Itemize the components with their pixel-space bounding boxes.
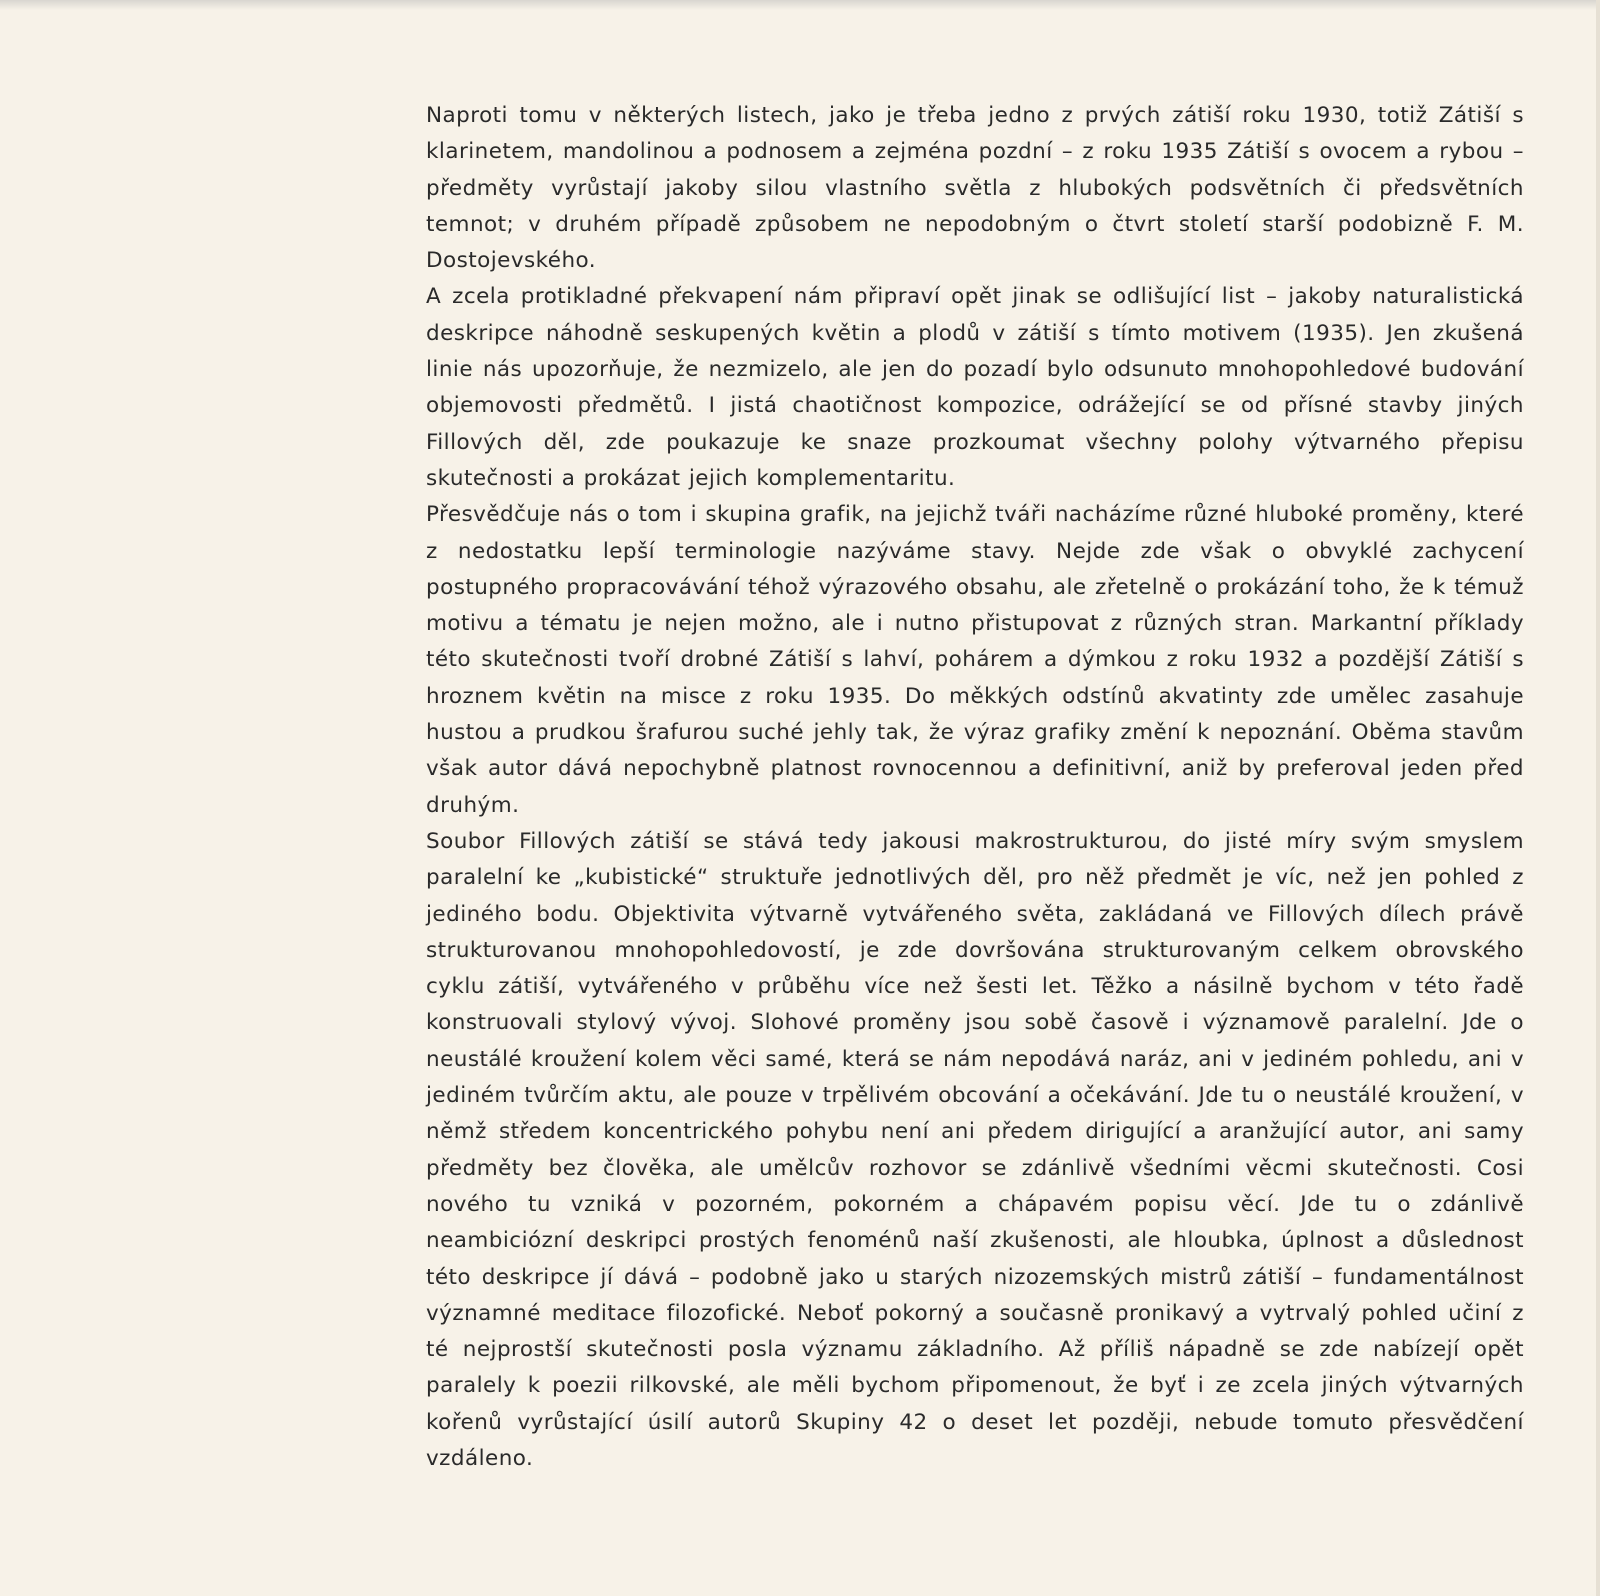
paragraph-2: A zcela protikladné překvapení nám připraví opět jinak se odlišující list – jakoby naturalistická deskripce náhodně seskupených květin a plodů v zátiší s tímto motivem (1935). Jen zkušená linie nás upozorňuje, že nezmizelo, ale jen do pozadí bylo odsunuto mnohopohledové budování objemovosti předmětů. I jistá chaotičnost kompozice, odrážející se od přísné stavby jiných Fillových děl, zde poukazuje ke snaze prozkoumat všechny polohy výtvarného přepisu skutečnosti a prokázat jejich komplementaritu. <box>426 284 1524 491</box>
body-text <box>426 98 1524 1477</box>
paragraph-4: Soubor Fillových zátiší se stává tedy jakousi makrostrukturou, do jisté míry svým smyslem paralelní ke „kubistické“ struktuře jednotlivých děl, pro něž předmět je víc, než jen pohled z jediného bodu. Objektivita výtvarně vytvářeného světa, zakládaná ve Fillových dílech právě strukturovanou mnohopohledovostí, je zde dovršována strukturovaným celkem obrovského cyklu zátiší, vytvářeného v průběhu více než šesti let. Těžko a násilně bychom v této řadě konstruovali stylový vývoj. Slohové proměny jsou sobě časově i významově paralelní. Jde o neustálé kroužení kolem věci samé, která se nám nepodává naráz, ani v jediném pohledu, ani v jediném tvůrčím aktu, ale pouze v trpělivém obcování a očekávání. Jde tu o neustálé kroužení, v němž středem koncentrického pohybu není ani předem dirigující a aranžující autor, ani samy předměty bez člověka, ale umělcův rozhovor se zdánlivě všedními věcmi skutečnosti. Cosi nového tu vzniká v pozorném, pokorném a chápavém popisu věcí. Jde tu o zdánlivě neambiciózní deskripci prostých fenoménů naší zkušenosti, ale hloubka, úplnost a důslednost této deskripce jí dává – podobně jako u starých nizozemských mistrů zátiší – fundamentálnost významné meditace filozofické. Neboť pokorný a současně pronikavý a vytrvalý pohled učiní z té nejprostší skutečnosti posla významu základního. Až příliš nápadně se zde nabízejí opět paralely k poezii rilkovské, ale měli bychom připomenout, že byť i ze zcela jiných výtvarných kořenů vyrůstající úsilí autorů Skupiny 42 o deset let později, nebude tomuto přesvědčení vzdáleno. <box>426 828 1524 1471</box>
paragraph-1: Naproti tomu v některých listech, jako je třeba jedno z prvých zátiší roku 1930, totiž Zátiší s klarinetem, mandolinou a podnosem a zejména pozdní – z roku 1935 Zátiší s ovocem a rybou – předměty vyrůstají jakoby silou vlastního světla z hlubokých podsvětních či předsvětních temnot; v druhém případě způsobem ne nepodobným o čtvrt století starší podobizně F. M. Dostojevského. <box>426 103 1524 274</box>
page-right-edge <box>1596 0 1600 1596</box>
page-top-edge <box>0 0 1600 10</box>
paragraph-3: Přesvědčuje nás o tom i skupina grafik, na jejichž tváři nacházíme různé hluboké proměny, které z nedostatku lepší terminologie nazýváme stavy. Nejde zde však o obvyklé zachycení postupného propracovávání téhož výrazového obsahu, ale zřetelně o prokázání toho, že k témuž motivu a tématu je nejen možno, ale i nutno přistupovat z různých stran. Markantní příklady této skutečnosti tvoří drobné Zátiší s lahví, pohárem a dýmkou z roku 1932 a pozdější Zátiší s hroznem květin na misce z roku 1935. Do měkkých odstínů akvatinty zde umělec zasahuje hustou a prudkou šrafurou suché jehly tak, že výraz grafiky změní k nepoznání. Oběma stavům však autor dává nepochybně platnost rovnocennou a definitivní, aniž by preferoval jeden před druhým. <box>426 502 1524 818</box>
